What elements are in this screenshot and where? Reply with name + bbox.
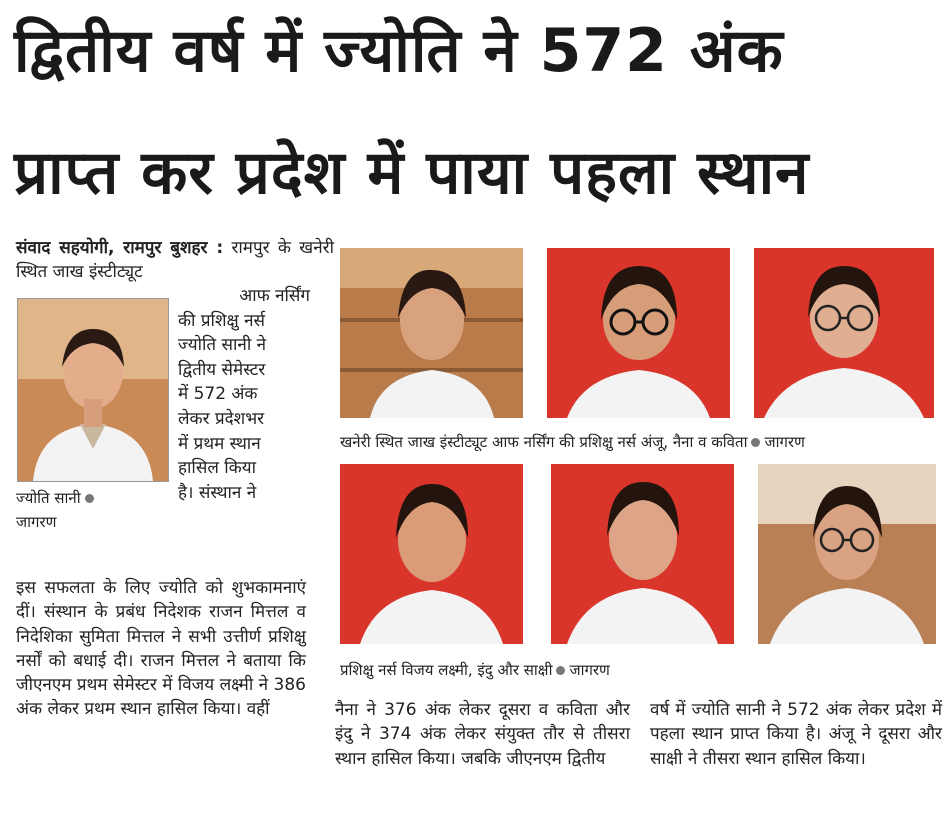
photo-kavita bbox=[754, 248, 934, 418]
caption-jyoti-credit: जागरण bbox=[16, 513, 57, 531]
side-line: ज्योति सानी ने bbox=[178, 335, 267, 356]
side-line: में प्रथम स्थान bbox=[178, 433, 261, 454]
photo-indu bbox=[551, 464, 734, 644]
side-line: द्वितीय सेमेस्टर bbox=[178, 359, 266, 380]
caption-jyoti-name: ज्योति सानी bbox=[16, 489, 81, 507]
side-line: की प्रशिक्षु नर्स bbox=[178, 310, 266, 331]
bullet-icon bbox=[556, 666, 565, 675]
photo-naina bbox=[547, 248, 730, 418]
caption-row1-text: खनेरी स्थित जाख इंस्टीट्यूट आफ नर्सिंग की प्रशिक्षु नर्स अंजू, नैना व कविता bbox=[340, 433, 748, 451]
bullet-icon bbox=[85, 494, 94, 503]
caption-row1 bbox=[340, 432, 805, 452]
photo-anju bbox=[340, 248, 523, 418]
byline: संवाद सहयोगी, रामपुर बुशहर : bbox=[16, 238, 224, 258]
intro-text: रामपुर के खनेरी स्थित जाख इंस्टीट्यूट bbox=[16, 238, 334, 283]
article-col2-body: नैना ने 376 अंक लेकर दूसरा व कविता और इंदु ने 374 अंक लेकर संयुक्त तौर से तीसरा स्थान हासिल किया। जबकि जीएनएम द्वितीय bbox=[335, 700, 630, 769]
caption-jyoti bbox=[16, 488, 98, 508]
bullet-icon bbox=[751, 438, 760, 447]
photo-sakshi bbox=[758, 464, 936, 644]
caption-row1-credit: जागरण bbox=[764, 433, 805, 451]
caption-row2-credit: जागरण bbox=[569, 661, 610, 679]
side-line: में 572 अंक bbox=[178, 384, 258, 405]
photo-jyoti bbox=[17, 298, 169, 482]
headline-line-2: प्राप्त कर प्रदेश में पाया पहला स्थान bbox=[14, 138, 810, 208]
side-line: हासिल किया bbox=[178, 458, 256, 479]
caption-row2-text: प्रशिक्षु नर्स विजय लक्ष्मी, इंदु और साक्षी bbox=[340, 661, 553, 679]
side-line: है। संस्थान ने bbox=[178, 482, 257, 503]
headline-line-1: द्वितीय वर्ष में ज्योति ने 572 अंक bbox=[14, 16, 784, 86]
side-line: लेकर प्रदेशभर bbox=[178, 408, 265, 429]
side-line: आफ नर्सिंग bbox=[239, 286, 310, 306]
article-lead bbox=[16, 236, 334, 285]
photo-vijay-lakshmi bbox=[340, 464, 523, 644]
article-side-text bbox=[178, 284, 310, 505]
article-col3-body: वर्ष में ज्योति सानी ने 572 अंक लेकर प्रदेश में पहला स्थान प्राप्त किया है। अंजू ने दूसरा और साक्षी ने तीसरा स्थान हासिल किया। bbox=[650, 700, 942, 769]
caption-row2 bbox=[340, 660, 610, 680]
article-col1-body: इस सफलता के लिए ज्योति को शुभकामनाएं दीं। संस्थान के प्रबंध निदेशक राजन मित्तल व निदेशिका सुमिता मित्तल ने सभी उत्तीर्ण प्रशिक्षु नर्सों को बधाई दी। राजन मित्तल ने बताया कि जीएनएम प्रथम सेमेस्टर में विजय लक्ष्मी ने 386 अंक लेकर प्रथम स्थान हासिल किया। वहीं bbox=[16, 578, 306, 720]
